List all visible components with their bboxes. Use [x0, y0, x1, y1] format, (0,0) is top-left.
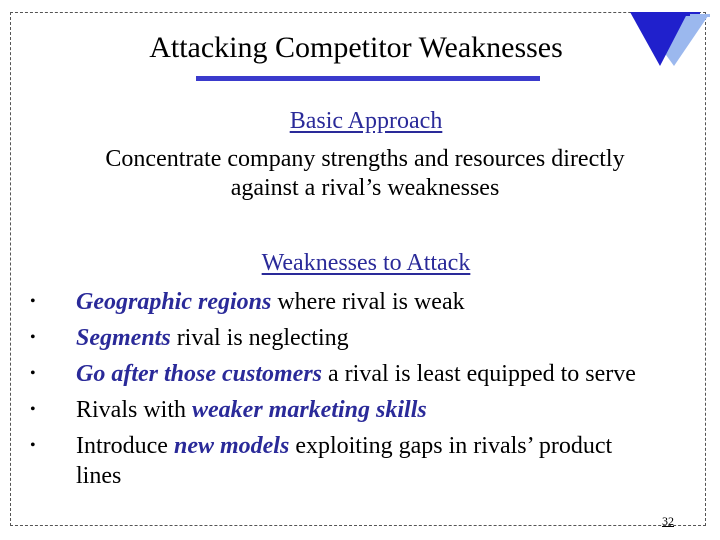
emphasis-text: Segments: [76, 325, 171, 351]
basic-approach-line-1: Concentrate company strengths and resources directly: [105, 146, 625, 172]
emphasis-text: Go after those customers: [76, 361, 322, 387]
emphasis-text: new models: [173, 433, 290, 459]
list-item: • Introduce new models exploiting gaps in rivals’ product lines: [30, 433, 613, 489]
page-number: 32: [662, 514, 674, 528]
basic-approach-text: [30, 145, 700, 203]
emphasis-text: Geographic regions: [76, 289, 272, 315]
bullet-icon: •: [30, 401, 36, 418]
basic-approach-heading: Basic Approach: [289, 108, 443, 134]
bullet-icon: •: [30, 329, 36, 346]
bullet-icon: •: [30, 365, 36, 382]
weaknesses-list: [24, 284, 694, 491]
title-underline-rule: [196, 76, 540, 81]
basic-approach-line-2: against a rival’s weaknesses: [230, 175, 500, 201]
slide-title: Attacking Competitor Weaknesses: [149, 31, 563, 64]
list-item: • Rivals with weaker marketing skills: [24, 392, 694, 428]
list-item: • Segments rival is neglecting: [24, 320, 694, 356]
weaknesses-heading: Weaknesses to Attack: [261, 250, 471, 276]
list-item: • Geographic regions where rival is weak: [24, 284, 694, 320]
list-item: • Go after those customers a rival is least equipped to serve: [24, 356, 694, 392]
bullet-icon: •: [30, 437, 36, 454]
emphasis-text: weaker marketing skills: [192, 397, 427, 423]
bullet-icon: •: [30, 293, 36, 310]
